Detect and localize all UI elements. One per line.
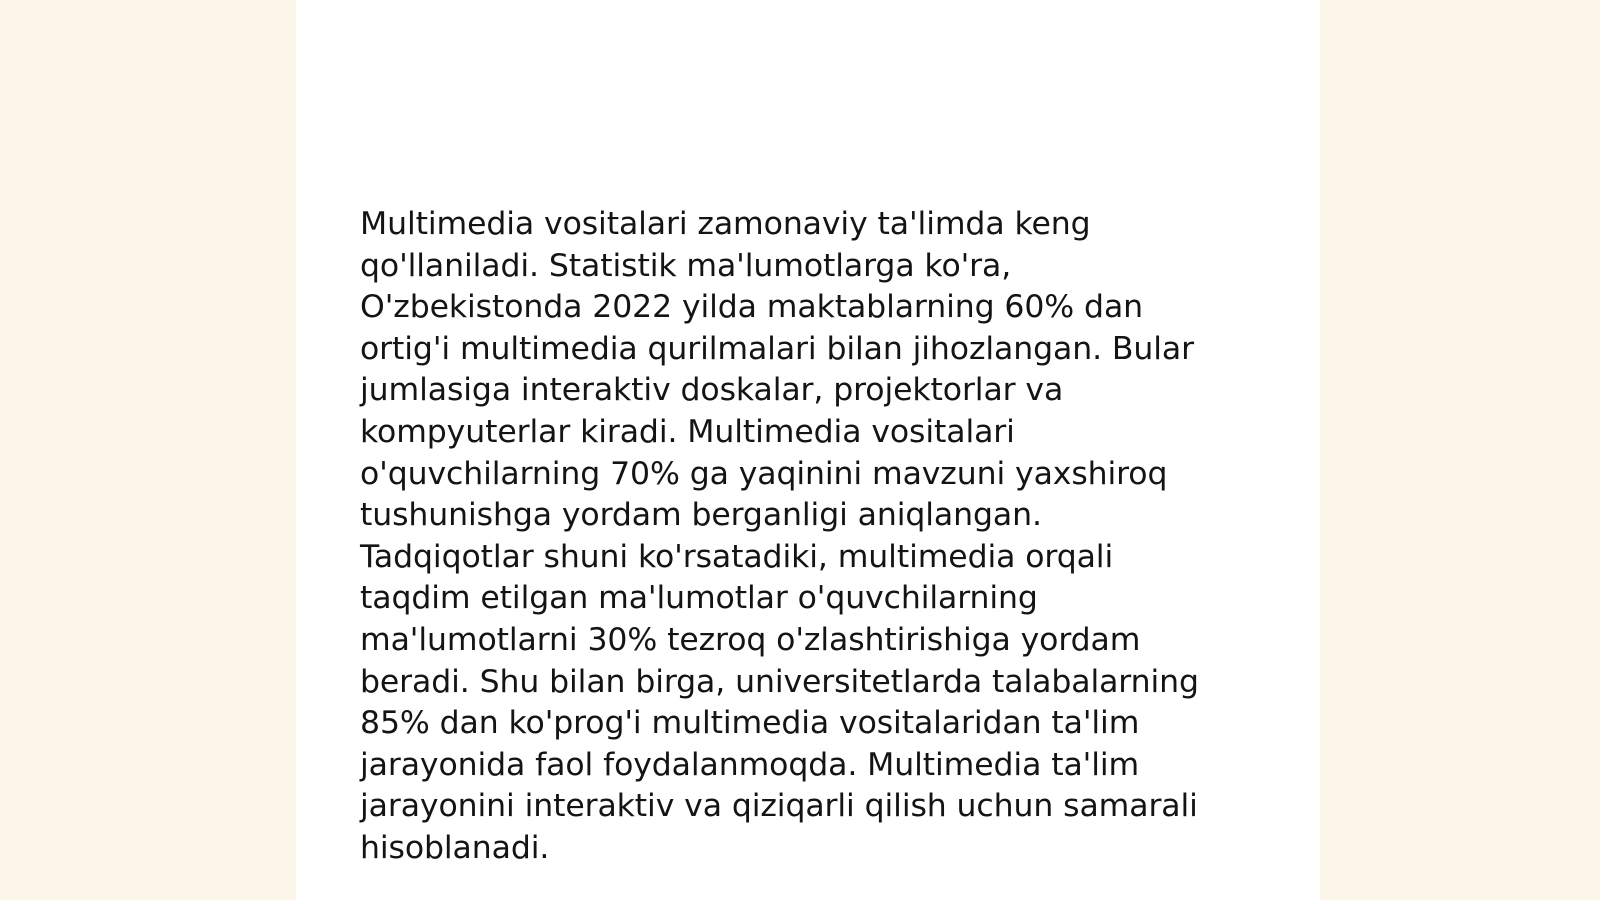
- paragraph-line: o'quvchilarning 70% ga yaqinini mavzuni yaxshiroq: [360, 455, 1168, 492]
- paragraph-line: hisoblanadi.: [360, 829, 550, 866]
- paragraph-line: O'zbekistonda 2022 yilda maktablarning 60% dan: [360, 289, 1144, 326]
- body-paragraph: [360, 204, 1240, 870]
- paragraph-line: jumlasiga interaktiv doskalar, projektorlar va: [360, 372, 1064, 409]
- paragraph-line: taqdim etilgan ma'lumotlar o'quvchilarning: [360, 580, 1038, 617]
- paragraph-line: Multimedia vositalari zamonaviy ta'limda keng: [360, 206, 1091, 242]
- paragraph-line: qo'llaniladi. Statistik ma'lumotlarga ko'ra,: [360, 247, 1012, 284]
- paragraph-line: tushunishga yordam berganligi aniqlangan.: [360, 497, 1042, 534]
- paragraph-line: 85% dan ko'prog'i multimedia vositalaridan ta'lim: [360, 705, 1140, 742]
- paragraph-line: kompyuterlar kiradi. Multimedia vositalari: [360, 413, 1015, 450]
- paragraph-line: ma'lumotlarni 30% tezroq o'zlashtirishiga yordam: [360, 621, 1141, 658]
- paragraph-line: ortig'i multimedia qurilmalari bilan jihozlangan. Bular: [360, 330, 1194, 367]
- paragraph-line: beradi. Shu bilan birga, universitetlarda talabalarning: [360, 663, 1199, 700]
- paragraph-line: jarayonida faol foydalanmoqda. Multimedia ta'lim: [360, 746, 1140, 783]
- document-page: [296, 0, 1320, 900]
- paragraph-line: Tadqiqotlar shuni ko'rsatadiki, multimedia orqali: [360, 538, 1114, 575]
- paragraph-line: jarayonini interaktiv va qiziqarli qilish uchun samarali: [360, 788, 1198, 825]
